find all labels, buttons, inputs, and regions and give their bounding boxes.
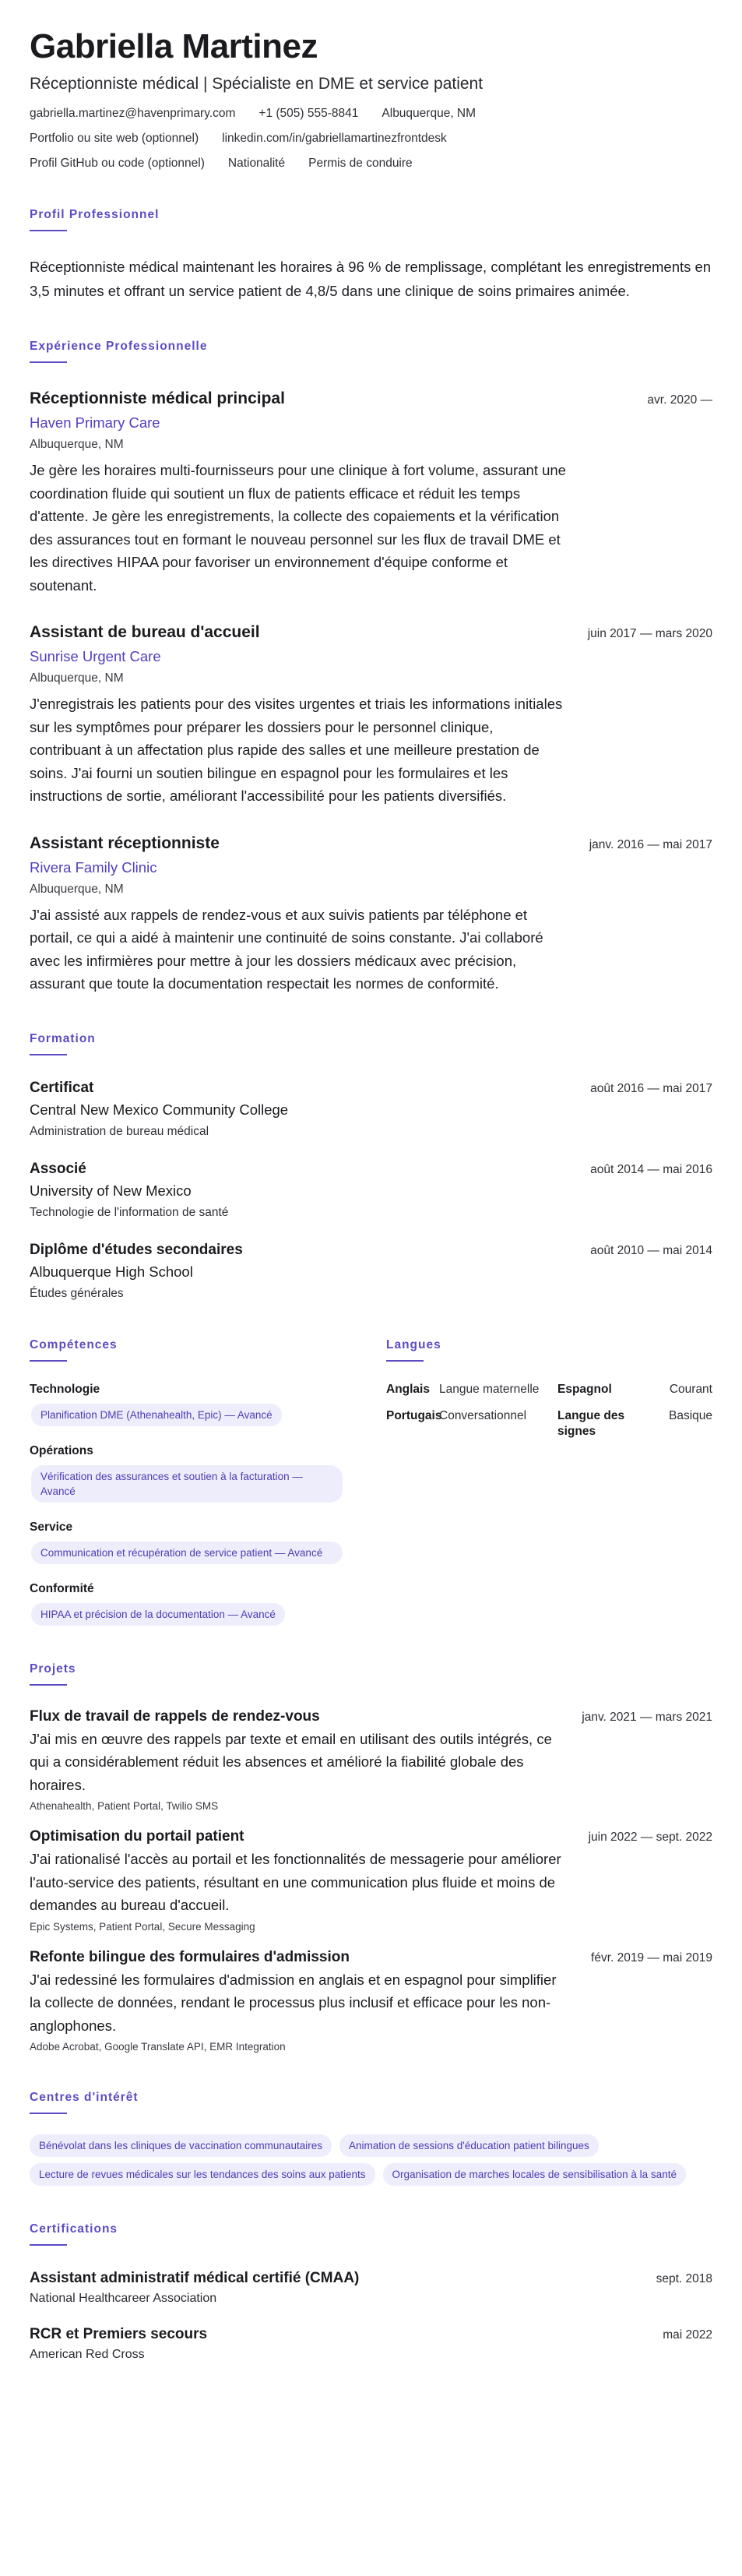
language-name: Portugais bbox=[386, 1408, 442, 1422]
portfolio-link[interactable]: Portfolio ou site web (optionnel) bbox=[30, 132, 199, 145]
languages-list bbox=[386, 1382, 712, 1440]
certification-date: mai 2022 bbox=[663, 2328, 712, 2342]
job-entry bbox=[30, 388, 712, 597]
skill-category: Technologie bbox=[30, 1382, 100, 1396]
language-name: Espagnol bbox=[557, 1382, 612, 1396]
job-company: Rivera Family Clinic bbox=[30, 858, 157, 876]
skills-languages-row bbox=[30, 1337, 712, 1626]
education-section bbox=[30, 1031, 712, 1302]
language-level: Basique bbox=[668, 1408, 712, 1422]
section-divider bbox=[30, 2113, 67, 2114]
project-date: janv. 2021 — mars 2021 bbox=[582, 1710, 712, 1724]
section-divider bbox=[30, 230, 67, 231]
section-title: Certifications bbox=[30, 2222, 118, 2236]
job-description: Je gère les horaires multi-fournisseurs pour une clinique à fort volume, assurant une coordination fluide qui soutient un flux de patients efficace et réduit les temps d'attente. Je gère les enregistrements, la collecte des copaiements et la vérification des assurances tout en formant le nouveau personnel sur les flux de travail DME et les directives HIPAA pour favoriser un environnement d'équipe conforme et soutenant. bbox=[30, 462, 566, 594]
education-entry bbox=[30, 1079, 712, 1140]
job-date: juin 2017 — mars 2020 bbox=[587, 627, 712, 640]
job-location: Albuquerque, NM bbox=[30, 438, 124, 451]
education-date: août 2014 — mai 2016 bbox=[590, 1162, 712, 1176]
job-company: Sunrise Urgent Care bbox=[30, 648, 161, 664]
degree: Certificat bbox=[30, 1079, 94, 1096]
candidate-name: Gabriella Martinez bbox=[30, 27, 318, 65]
skill-category: Opérations bbox=[30, 1443, 93, 1457]
contact-row bbox=[30, 156, 712, 171]
project-technologies: Athenahealth, Patient Portal, Twilio SMS bbox=[30, 1800, 219, 1812]
skill-category: Service bbox=[30, 1520, 73, 1534]
project-technologies: Adobe Acrobat, Google Translate API, EMR Integration bbox=[30, 2041, 286, 2053]
section-title: Compétences bbox=[30, 1337, 118, 1351]
skill-group bbox=[30, 1581, 386, 1626]
interests-list bbox=[30, 2134, 715, 2186]
interest-tag: Animation de sessions d'éducation patient bilingues bbox=[339, 2134, 599, 2157]
certification-entry bbox=[30, 2325, 712, 2363]
certification-name: RCR et Premiers secours bbox=[30, 2326, 208, 2342]
education-entry bbox=[30, 1241, 712, 1302]
degree: Associé bbox=[30, 1160, 86, 1177]
section-title: Centres d'intérêt bbox=[30, 2091, 139, 2104]
section-title: Langues bbox=[386, 1337, 441, 1351]
section-divider bbox=[30, 1360, 67, 1362]
field-of-study: Technologie de l'information de santé bbox=[30, 1205, 229, 1219]
job-entry bbox=[30, 622, 712, 808]
job-location: Albuquerque, NM bbox=[30, 671, 124, 685]
project-title: Flux de travail de rappels de rendez-vous bbox=[30, 1707, 320, 1725]
interest-tag: Lecture de revues médicales sur les tendances des soins aux patients bbox=[30, 2163, 375, 2186]
project-entry bbox=[30, 1948, 712, 2055]
field-of-study: Études générales bbox=[30, 1286, 124, 1300]
projects-section bbox=[30, 1662, 712, 2055]
profile-section bbox=[30, 207, 712, 303]
languages-section bbox=[386, 1337, 712, 1626]
project-title: Refonte bilingue des formulaires d'admission bbox=[30, 1948, 350, 1965]
skill-tag: Vérification des assurances et soutien à la facturation — Avancé bbox=[31, 1465, 343, 1503]
experience-section bbox=[30, 339, 712, 996]
language-level: Courant bbox=[669, 1382, 712, 1396]
section-title: Formation bbox=[30, 1031, 96, 1045]
job-date: janv. 2016 — mai 2017 bbox=[589, 837, 712, 851]
contact-row bbox=[30, 131, 712, 146]
language-level: Conversationnel bbox=[439, 1408, 527, 1422]
degree: Diplôme d'études secondaires bbox=[30, 1241, 243, 1258]
certification-issuer: National Healthcareer Association bbox=[30, 2292, 217, 2305]
section-title: Projets bbox=[30, 1662, 76, 1676]
school: University of New Mexico bbox=[30, 1182, 192, 1199]
skills-section bbox=[30, 1337, 386, 1626]
education-date: août 2010 — mai 2014 bbox=[590, 1243, 712, 1257]
education-date: août 2016 — mai 2017 bbox=[590, 1081, 712, 1095]
section-divider bbox=[30, 1684, 67, 1686]
skill-tag: Communication et récupération de service patient — Avancé bbox=[31, 1542, 343, 1564]
skill-tag: HIPAA et précision de la documentation — Avancé bbox=[31, 1603, 285, 1626]
job-entry bbox=[30, 833, 712, 996]
resume-header bbox=[30, 26, 712, 171]
section-divider bbox=[30, 2244, 67, 2246]
nationality: Nationalité bbox=[227, 157, 286, 170]
project-technologies: Epic Systems, Patient Portal, Secure Messaging bbox=[30, 1920, 255, 1933]
certification-name: Assistant administratif médical certifié (CMAA) bbox=[30, 2270, 360, 2286]
project-description: J'ai rationalisé l'accès au portail et les fonctionnalités de messagerie pour améliorer l'auto-service des patients, résultant en une communication plus fluide et moins de demandes au bureau d'accueil. bbox=[30, 1851, 561, 1913]
profile-summary: Réceptionniste médical maintenant les horaires à 96 % de remplissage, complétant les enregistrements en 3,5 minutes et offrant un service patient de 4,8/5 dans une clinique de soins primaires animée. bbox=[30, 259, 712, 299]
linkedin-link[interactable]: linkedin.com/in/gabriellamartinezfrontdesk bbox=[222, 132, 447, 145]
section-divider bbox=[30, 1054, 67, 1055]
interests-section bbox=[30, 2090, 712, 2186]
github-link[interactable]: Profil GitHub ou code (optionnel) bbox=[30, 157, 205, 170]
project-entry bbox=[30, 1707, 712, 1814]
job-title: Assistant réceptionniste bbox=[30, 833, 220, 852]
skill-category: Conformité bbox=[30, 1581, 94, 1595]
section-divider bbox=[386, 1360, 424, 1362]
job-description: J'ai assisté aux rappels de rendez-vous et aux suivis patients par téléphone et portail, ce qui a aidé à maintenir une continuité de soins constante. J'ai collaboré avec les infirmières pour mettre à jour les dossiers médicaux avec précision, assurant que toute la documentation respectait les normes de conformité. bbox=[30, 906, 543, 992]
project-entry bbox=[30, 1827, 712, 1934]
skill-group bbox=[30, 1382, 386, 1426]
skill-group bbox=[30, 1520, 386, 1564]
certification-issuer: American Red Cross bbox=[30, 2348, 145, 2361]
language-name: Anglais bbox=[386, 1382, 430, 1396]
interest-tag: Bénévolat dans les cliniques de vaccination communautaires bbox=[30, 2134, 332, 2157]
project-date: févr. 2019 — mai 2019 bbox=[591, 1951, 712, 1965]
email-link[interactable]: gabriella.martinez@havenprimary.com bbox=[30, 107, 236, 120]
section-title: Profil Professionnel bbox=[30, 208, 160, 221]
job-company: Haven Primary Care bbox=[30, 414, 160, 431]
certifications-section bbox=[30, 2222, 712, 2363]
project-description: J'ai mis en œuvre des rappels par texte et email en utilisant des outils intégrés, ce qui a considérablement réduit les absences et amélioré la fiabilité globale des horaires. bbox=[30, 1730, 552, 1793]
school: Central New Mexico Community College bbox=[30, 1101, 289, 1118]
certification-entry bbox=[30, 2269, 712, 2306]
skill-group bbox=[30, 1443, 386, 1503]
job-description: J'enregistrais les patients pour des visites urgentes et triais les informations initiales sur les symptômes pour préparer les dossiers pour le personnel clinique, contribuant à un affectation plus rapide des salles et une meilleure prestation de soins. J'ai fourni un soutien bilingue en espagnol pour les formulaires et les instructions de sortie, améliorant l'accessibilité pour les patients diversifiés. bbox=[30, 696, 563, 804]
project-date: juin 2022 — sept. 2022 bbox=[588, 1831, 712, 1844]
headline: Réceptionniste médical | Spécialiste en DME et service patient bbox=[30, 75, 484, 93]
phone-number[interactable]: +1 (505) 555-8841 bbox=[258, 107, 359, 120]
education-entry bbox=[30, 1160, 712, 1221]
job-title: Assistant de bureau d'accueil bbox=[30, 623, 260, 641]
job-title: Réceptionniste médical principal bbox=[30, 389, 285, 407]
drivers-license: Permis de conduire bbox=[308, 157, 413, 170]
job-location: Albuquerque, NM bbox=[30, 882, 124, 896]
job-date: avr. 2020 — bbox=[647, 393, 712, 407]
interest-tag: Organisation de marches locales de sensibilisation à la santé bbox=[383, 2163, 686, 2186]
school: Albuquerque High School bbox=[30, 1263, 193, 1280]
location: Albuquerque, NM bbox=[382, 107, 476, 120]
field-of-study: Administration de bureau médical bbox=[30, 1124, 209, 1138]
project-title: Optimisation du portail patient bbox=[30, 1828, 244, 1845]
language-name: Langue des signes bbox=[557, 1408, 625, 1438]
language-level: Langue maternelle bbox=[439, 1382, 540, 1396]
contact-row bbox=[30, 106, 712, 122]
project-description: J'ai redessiné les formulaires d'admission en anglais et en espagnol pour simplifier la collecte de données, rendant le processus plus inclusif et efficace pour les non-anglophones. bbox=[30, 1971, 557, 2034]
skill-tag: Planification DME (Athenahealth, Epic) — Avancé bbox=[31, 1404, 282, 1426]
certification-date: sept. 2018 bbox=[656, 2272, 712, 2285]
section-divider bbox=[30, 361, 67, 363]
section-title: Expérience Professionnelle bbox=[30, 340, 208, 353]
